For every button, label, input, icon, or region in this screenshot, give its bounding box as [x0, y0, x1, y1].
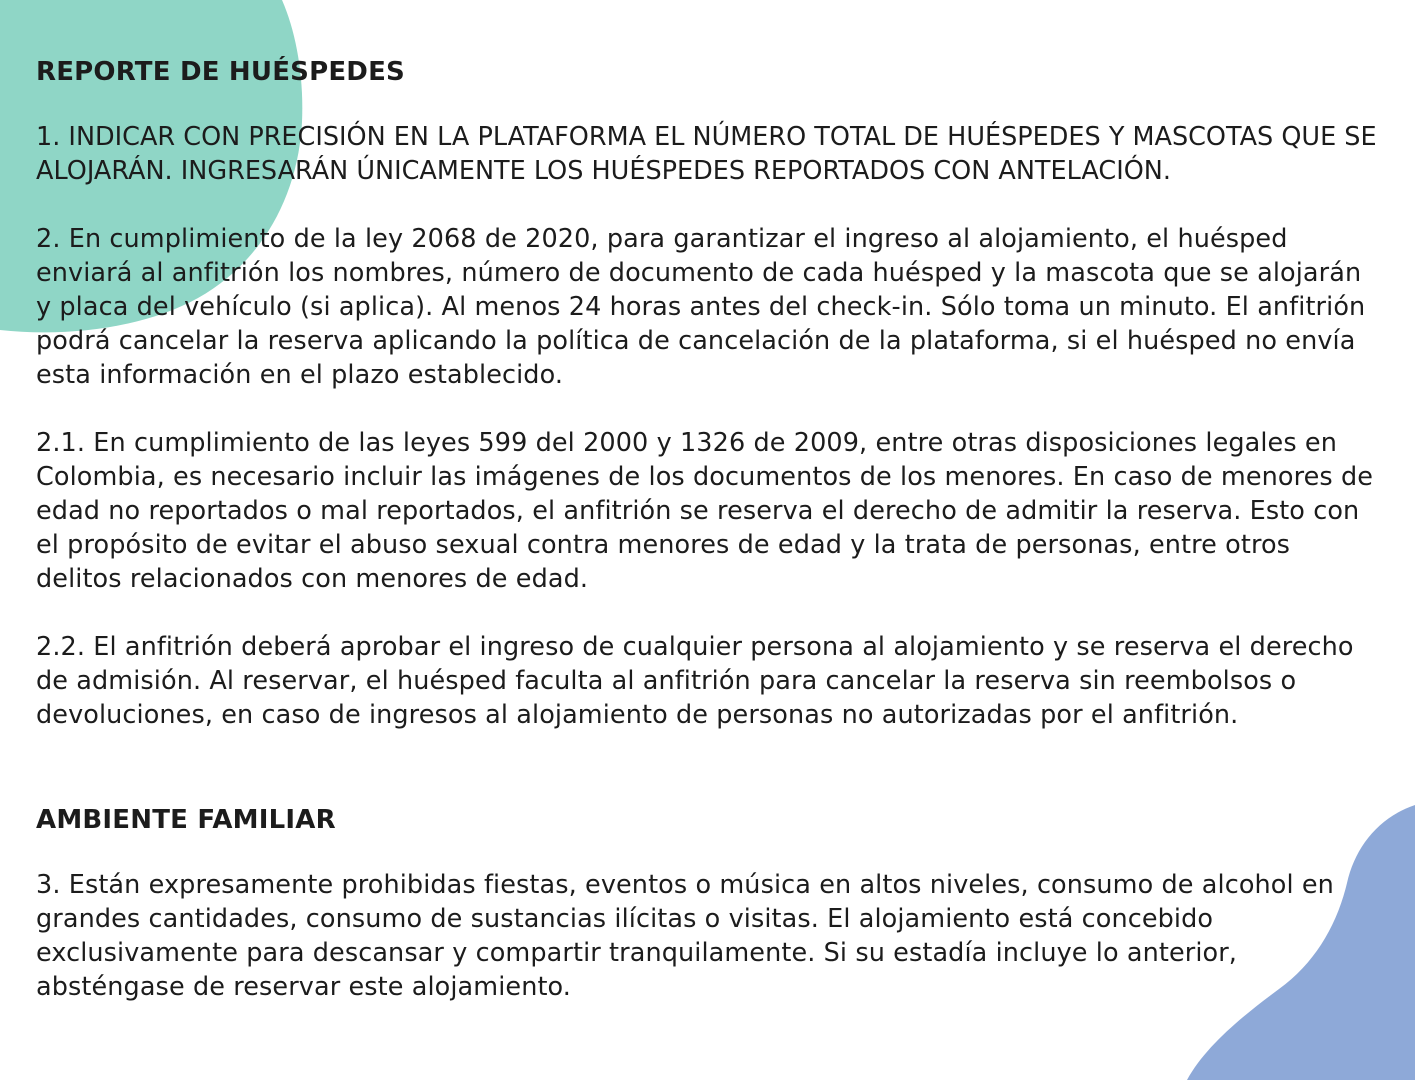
rule-3-paragraph: 3. Están expresamente prohibidas fiestas, eventos o música en altos niveles, consumo de alcohol en grandes cantidades, consumo de sustancias ilícitas o visitas. El alojamiento está concebido exclusivamente para descansar y compartir tranquilamente. Si su estadía incluye lo anterior, absténgase de reservar este alojamiento.: [36, 870, 1334, 1002]
section-heading-reporte-huespedes: REPORTE DE HUÉSPEDES: [36, 57, 405, 87]
rule-1-paragraph: 1. INDICAR CON PRECISIÓN EN LA PLATAFORMA EL NÚMERO TOTAL DE HUÉSPEDES Y MASCOTAS QUE SE ALOJARÁN. INGRESARÁN ÚNICAMENTE LOS HUÉSPEDES REPORTADOS CON ANTELACIÓN.: [36, 122, 1377, 186]
rule-2-2-paragraph: 2.2. El anfitrión deberá aprobar el ingreso de cualquier persona al alojamiento y se reserva el derecho de admisión. Al reservar, el huésped faculta al anfitrión para cancelar la reserva sin reembolsos o devoluciones, en caso de ingresos al alojamiento de personas no autorizadas por el anfitrión.: [36, 632, 1354, 730]
section-heading-ambiente-familiar: AMBIENTE FAMILIAR: [36, 805, 336, 835]
rule-2-paragraph: 2. En cumplimiento de la ley 2068 de 2020, para garantizar el ingreso al alojamiento, el huésped enviará al anfitrión los nombres, número de documento de cada huésped y la mascota que se alojarán y placa del vehículo (si aplica). Al menos 24 horas antes del check-in. Sólo toma un minuto. El anfitrión podrá cancelar la reserva aplicando la política de cancelación de la plataforma, si el huésped no envía esta información en el plazo establecido.: [36, 224, 1366, 390]
rule-2-1-paragraph: 2.1. En cumplimiento de las leyes 599 del 2000 y 1326 de 2009, entre otras disposiciones legales en Colombia, es necesario incluir las imágenes de los documentos de los menores. En caso de menores de edad no reportados o mal reportados, el anfitrión se reserva el derecho de admitir la reserva. Esto con el propósito de evitar el abuso sexual contra menores de edad y la trata de personas, entre otros delitos relacionados con menores de edad.: [36, 428, 1374, 594]
document-content: [36, 52, 1381, 1004]
